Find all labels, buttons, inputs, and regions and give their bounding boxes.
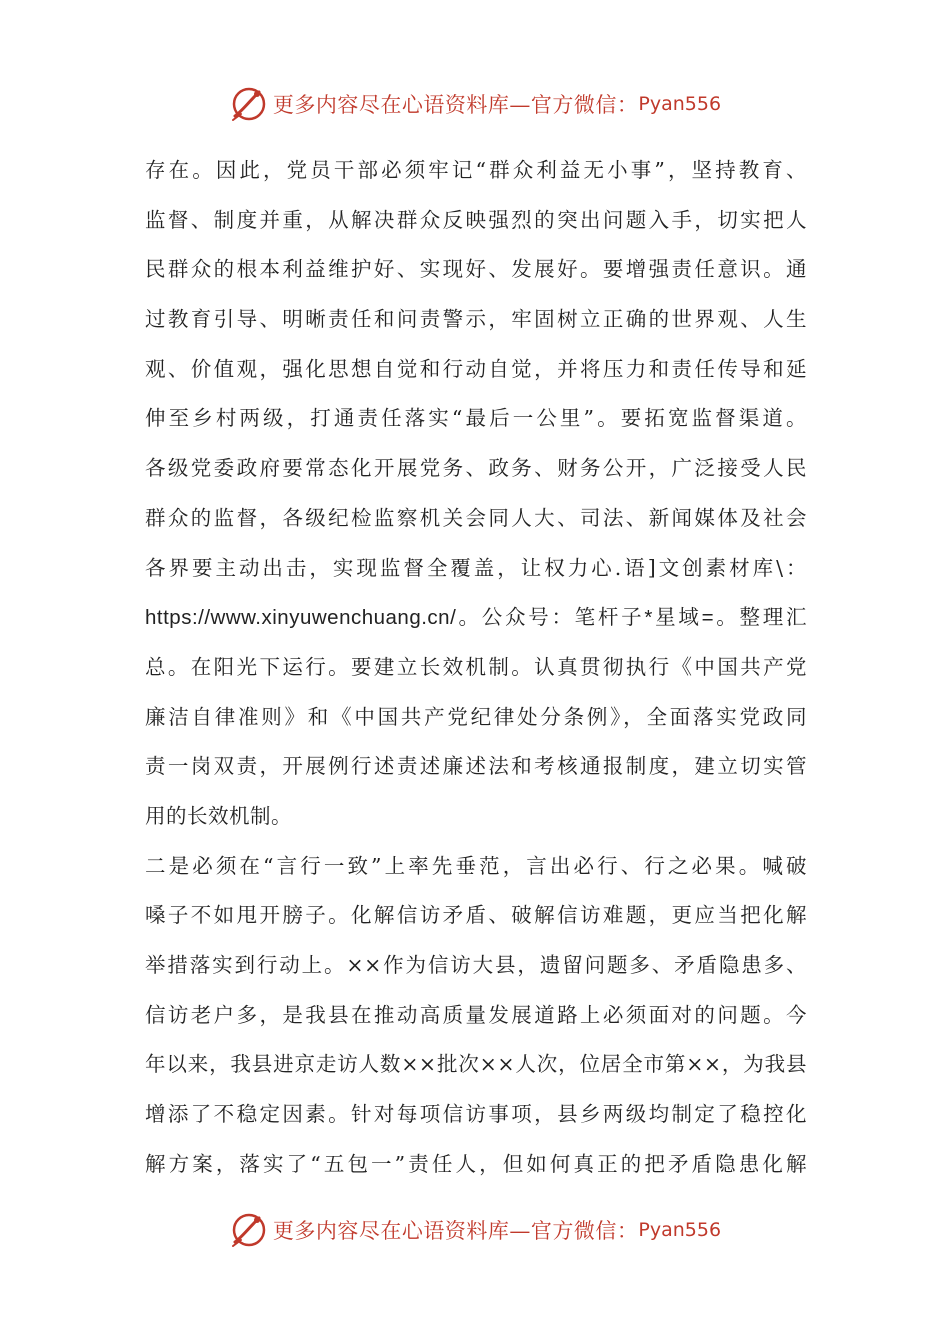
footer-banner [0, 1208, 950, 1252]
text-line: 二是必须在“言行一致”上率先垂范，言出必行、行之必果。喊破 [145, 853, 807, 878]
text-line: 过教育引导、明晰责任和问责警示，牢固树立正确的世界观、人生 [145, 307, 807, 332]
text-line: 年以来，我县进京走访人数××批次××人次，位居全市第××，为我县 [145, 1052, 807, 1077]
text-line: 各级党委政府要常态化开展党务、政务、财务公开，广泛接受人民 [145, 456, 807, 481]
text-line: 观、价值观，强化思想自觉和行动自觉，并将压力和责任传导和延 [145, 356, 807, 381]
banner-contact: Pyan556 [638, 93, 722, 115]
text-line: 总。在阳光下运行。要建立长效机制。认真贯彻执行《中国共产党 [145, 654, 807, 679]
text-line: 民群众的根本利益维护好、实现好、发展好。要增强责任意识。通 [145, 257, 807, 282]
text-line: 廉洁自律准则》和《中国共产党纪律处分条例》，全面落实党政同 [145, 704, 807, 729]
text-line: 信访老户多，是我县在推动高质量发展道路上必须面对的问题。今 [145, 1002, 807, 1027]
text-line: 群众的监督，各级纪检监察机关会同人大、司法、新闻媒体及社会 [145, 505, 807, 530]
banner-contact: Pyan556 [638, 1219, 722, 1241]
text-line: 增添了不稳定因素。针对每项信访事项，县乡两级均制定了稳控化 [145, 1102, 807, 1127]
text-line: 举措落实到行动上。××作为信访大县，遗留问题多、矛盾隐患多、 [145, 953, 807, 977]
text-line: 伸至乡村两级，打通责任落实“最后一公里”。要拓宽监督渠道。 [145, 406, 807, 431]
text-line: 责一岗双责，开展例行述责述廉述法和考核通报制度，建立切实管 [145, 754, 807, 779]
pen-logo-icon [229, 84, 269, 124]
banner-text: 更多内容尽在心语资料库—官方微信： [272, 93, 639, 117]
text-line-url: https://www.xinyuwenchuang.cn/。公众号：笔杆子*星域=。整理汇 [145, 606, 807, 630]
pen-logo-icon [229, 1210, 269, 1250]
text-line: 嗓子不如甩开膀子。化解信访矛盾、破解信访难题，更应当把化解 [145, 903, 807, 928]
banner-text: 更多内容尽在心语资料库—官方微信： [272, 1219, 639, 1243]
text-line: 用的长效机制。 [145, 803, 292, 828]
document-body [145, 146, 807, 1189]
text-line: 存在。因此，党员干部必须牢记“群众利益无小事”，坚持教育、 [145, 158, 807, 182]
text-line: 解方案，落实了“五包一”责任人，但如何真正的把矛盾隐患化解 [145, 1151, 807, 1176]
text-line: 监督、制度并重，从解决群众反映强烈的突出问题入手，切实把人 [145, 207, 807, 232]
text-line: 各界要主动出击，实现监督全覆盖，让权力心.语]文创素材库\： [145, 555, 807, 580]
header-banner [0, 82, 950, 126]
